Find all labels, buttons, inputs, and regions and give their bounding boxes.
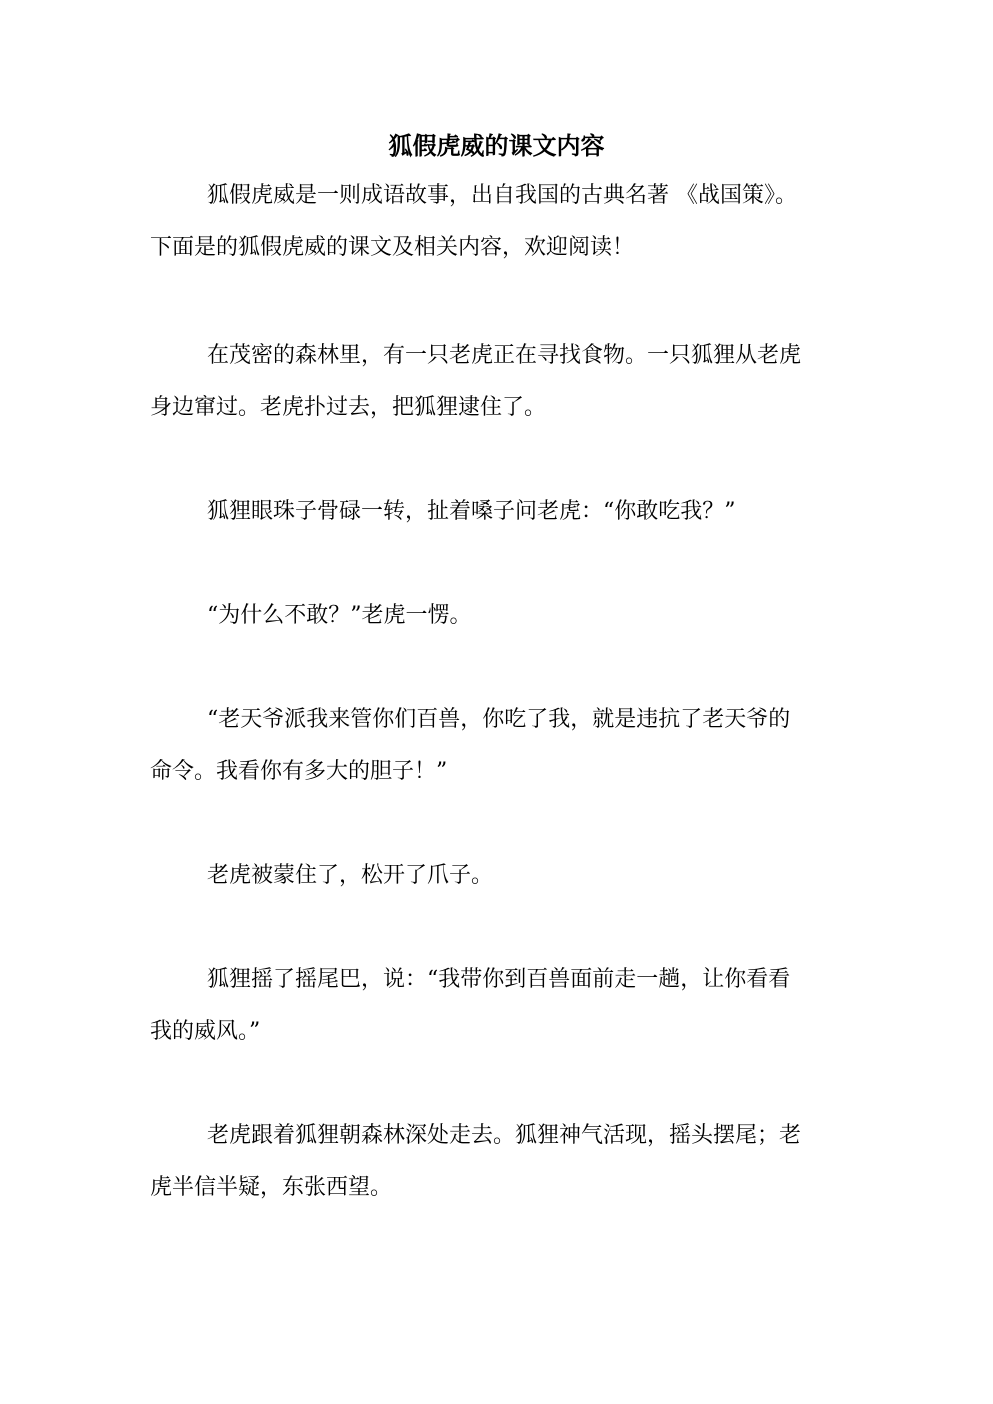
paragraph-line: 老虎跟着狐狸朝森林深处走去。狐狸神气活现，摇头摆尾；老 xyxy=(207,1123,802,1148)
paragraph-line: 身边窜过。老虎扑过去，把狐狸逮住了。 xyxy=(150,395,547,420)
paragraph-8 xyxy=(150,1110,840,1214)
paragraph-line: 我的威风。” xyxy=(150,1019,261,1044)
paragraph-line: 老虎被蒙住了，松开了爪子。 xyxy=(207,863,494,888)
paragraph-line: 狐假虎威是一则成语故事，出自我国的古典名著 《战国策》。 xyxy=(207,183,797,208)
paragraph-3 xyxy=(150,486,840,538)
paragraph-line: 狐狸摇了摇尾巴，说：“我带你到百兽面前走一趟，让你看看 xyxy=(207,967,791,992)
paragraph-intro xyxy=(150,170,840,274)
paragraph-line: 虎半信半疑，东张西望。 xyxy=(150,1175,393,1200)
paragraph-6 xyxy=(150,850,840,902)
paragraph-line: “为什么不敢？”老虎一愣。 xyxy=(207,603,472,628)
paragraph-7 xyxy=(150,954,840,1058)
paragraph-4 xyxy=(150,590,840,642)
paragraph-2 xyxy=(150,330,840,434)
paragraph-line: 下面是的狐假虎威的课文及相关内容，欢迎阅读！ xyxy=(150,235,635,260)
paragraph-line: 狐狸眼珠子骨碌一转，扯着嗓子问老虎：“你敢吃我？” xyxy=(207,499,736,524)
paragraph-line: “老天爷派我来管你们百兽，你吃了我，就是违抗了老天爷的 xyxy=(207,707,791,732)
paragraph-line: 在茂密的森林里，有一只老虎正在寻找食物。一只狐狸从老虎 xyxy=(207,343,802,368)
document-title: 狐假虎威的课文内容 xyxy=(388,131,605,160)
paragraph-line: 命令。我看你有多大的胆子！” xyxy=(150,759,448,784)
paragraph-5 xyxy=(150,694,840,798)
